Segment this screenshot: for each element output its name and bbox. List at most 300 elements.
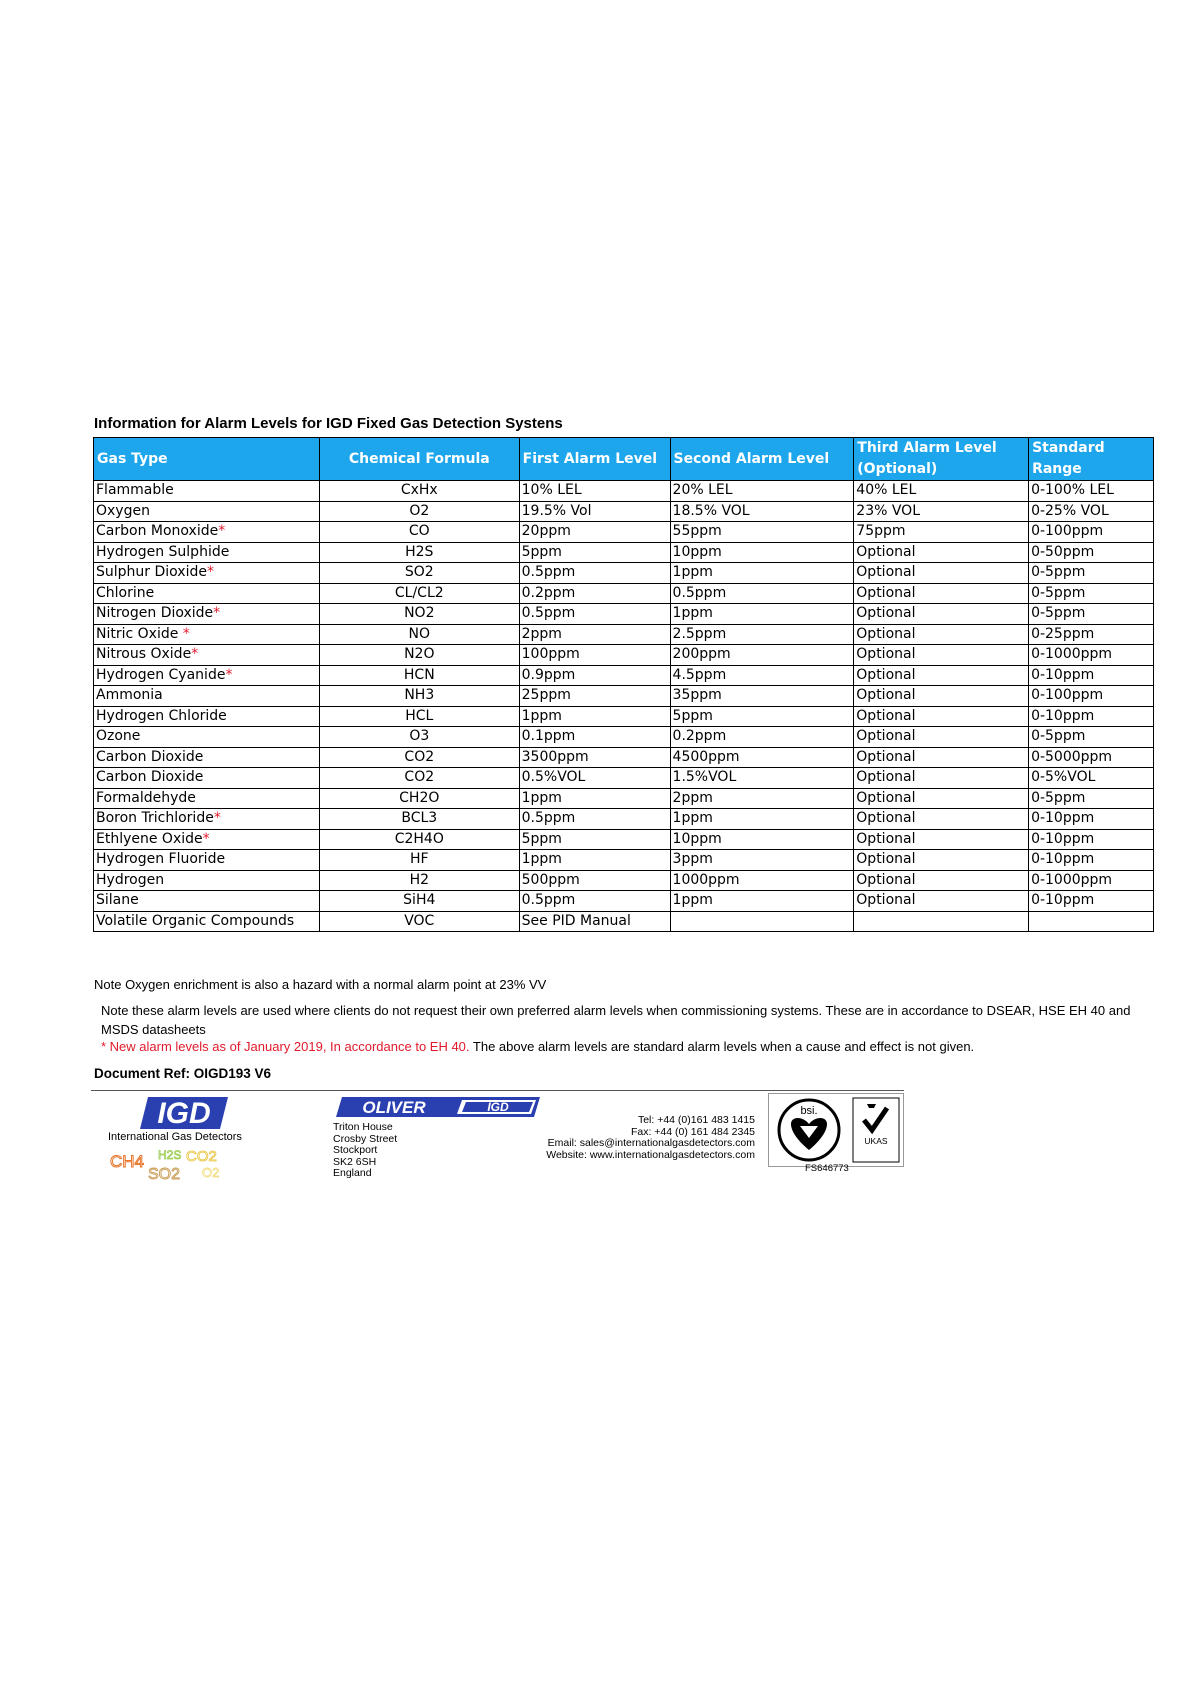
cell-third-alarm-text: Optional bbox=[856, 605, 916, 622]
cell-gas-type-text: Boron Trichloride bbox=[96, 810, 214, 827]
cell-second-alarm-text: 1ppm bbox=[672, 605, 713, 622]
cell-standard-range bbox=[1029, 563, 1154, 584]
cell-gas-type bbox=[94, 788, 320, 809]
cell-third-alarm bbox=[854, 501, 1029, 522]
cell-standard-range bbox=[1029, 583, 1154, 604]
header-gas-type: Gas Type bbox=[94, 438, 320, 481]
cell-gas-type bbox=[94, 686, 320, 707]
cell-standard-range-text: 0-50ppm bbox=[1031, 543, 1095, 560]
cell-chemical-formula bbox=[319, 665, 519, 686]
new-level-star: * bbox=[218, 523, 226, 540]
document-ref: Document Ref: OIGD193 V6 bbox=[94, 1066, 272, 1081]
cell-second-alarm-text: 10ppm bbox=[672, 543, 722, 560]
cell-standard-range bbox=[1029, 481, 1154, 502]
cell-standard-range bbox=[1029, 788, 1154, 809]
cell-first-alarm bbox=[519, 747, 670, 768]
cell-gas-type bbox=[94, 604, 320, 625]
header-third-alarm-line2: (Optional) bbox=[857, 461, 938, 477]
header-first-alarm: First Alarm Level bbox=[519, 438, 670, 481]
cell-third-alarm bbox=[854, 809, 1029, 830]
cell-gas-type bbox=[94, 542, 320, 563]
cell-first-alarm bbox=[519, 809, 670, 830]
cell-standard-range-text: 0-10ppm bbox=[1031, 851, 1095, 868]
cell-third-alarm bbox=[854, 768, 1029, 789]
cell-third-alarm bbox=[854, 788, 1029, 809]
cell-third-alarm-text: Optional bbox=[856, 810, 916, 827]
cell-chemical-formula-text: H2 bbox=[409, 871, 429, 888]
cell-second-alarm-text: 0.5ppm bbox=[672, 584, 727, 601]
cell-second-alarm bbox=[670, 563, 854, 584]
new-levels-red-text: * New alarm levels as of January 2019, In accordance to EH 40. bbox=[101, 1039, 470, 1054]
cell-chemical-formula bbox=[319, 788, 519, 809]
cell-third-alarm bbox=[854, 686, 1029, 707]
cell-second-alarm bbox=[670, 604, 854, 625]
cell-second-alarm-text: 5ppm bbox=[672, 707, 713, 724]
cell-gas-type-text: Ammonia bbox=[96, 687, 163, 704]
ukas-text: UKAS bbox=[864, 1136, 888, 1146]
general-note: Note these alarm levels are used where clients do not request their own preferred alarm levels when commissioning systems. These are in accordance to DSEAR, HSE EH 40 and MSDS datasheets bbox=[101, 1003, 1131, 1037]
table-row bbox=[94, 583, 1154, 604]
cell-chemical-formula bbox=[319, 809, 519, 830]
cell-chemical-formula-text: CO2 bbox=[404, 748, 435, 765]
table-row bbox=[94, 665, 1154, 686]
cell-chemical-formula bbox=[319, 829, 519, 850]
document-title: Information for Alarm Levels for IGD Fixed Gas Detection Systens bbox=[94, 415, 563, 432]
cell-chemical-formula bbox=[319, 542, 519, 563]
cell-chemical-formula-text: CH2O bbox=[399, 789, 440, 806]
table-row bbox=[94, 891, 1154, 912]
cell-gas-type-text: Hydrogen Sulphide bbox=[96, 543, 230, 560]
table-row bbox=[94, 542, 1154, 563]
table-row bbox=[94, 768, 1154, 789]
cell-first-alarm-text: 0.5ppm bbox=[521, 605, 576, 622]
cell-third-alarm bbox=[854, 481, 1029, 502]
cell-chemical-formula-text: NH3 bbox=[404, 687, 435, 704]
cell-gas-type bbox=[94, 829, 320, 850]
cell-chemical-formula bbox=[319, 624, 519, 645]
cell-first-alarm bbox=[519, 624, 670, 645]
cell-chemical-formula bbox=[319, 727, 519, 748]
cell-second-alarm bbox=[670, 481, 854, 502]
table-row bbox=[94, 747, 1154, 768]
cell-second-alarm-text: 1000ppm bbox=[672, 871, 740, 888]
cell-second-alarm-text: 1.5%VOL bbox=[672, 769, 737, 786]
cell-standard-range bbox=[1029, 665, 1154, 686]
cell-first-alarm-text: 0.5ppm bbox=[521, 810, 576, 827]
cell-first-alarm bbox=[519, 501, 670, 522]
cell-second-alarm bbox=[670, 645, 854, 666]
table-row bbox=[94, 911, 1154, 932]
cell-gas-type bbox=[94, 911, 320, 932]
cell-standard-range bbox=[1029, 768, 1154, 789]
cell-standard-range-text: 0-10ppm bbox=[1031, 666, 1095, 683]
cell-second-alarm-text: 0.2ppm bbox=[672, 728, 727, 745]
cell-third-alarm bbox=[854, 542, 1029, 563]
cell-chemical-formula bbox=[319, 850, 519, 871]
cell-third-alarm bbox=[854, 727, 1029, 748]
cell-first-alarm-text: 0.9ppm bbox=[521, 666, 576, 683]
address-line: Crosby Street bbox=[333, 1132, 398, 1145]
cell-second-alarm-text: 4500ppm bbox=[672, 748, 740, 765]
cell-chemical-formula-text: O2 bbox=[409, 502, 430, 519]
cell-first-alarm bbox=[519, 665, 670, 686]
cell-chemical-formula bbox=[319, 645, 519, 666]
cell-gas-type bbox=[94, 624, 320, 645]
cell-first-alarm bbox=[519, 563, 670, 584]
cell-third-alarm-text: Optional bbox=[856, 748, 916, 765]
cell-second-alarm-text: 1ppm bbox=[672, 892, 713, 909]
cell-chemical-formula-text: C2H4O bbox=[394, 830, 444, 847]
table-row bbox=[94, 645, 1154, 666]
cell-first-alarm bbox=[519, 604, 670, 625]
cell-standard-range bbox=[1029, 522, 1154, 543]
gas-ch4: CH4 bbox=[110, 1152, 145, 1171]
cell-gas-type-text: Chlorine bbox=[96, 584, 155, 601]
cell-gas-type-text: Nitric Oxide bbox=[96, 625, 183, 642]
cell-chemical-formula bbox=[319, 583, 519, 604]
cell-third-alarm-text: 75ppm bbox=[856, 523, 906, 540]
cell-gas-type bbox=[94, 501, 320, 522]
cell-standard-range-text: 0-10ppm bbox=[1031, 830, 1095, 847]
cell-standard-range-text: 0-5ppm bbox=[1031, 584, 1086, 601]
cell-chemical-formula-text: CxHx bbox=[400, 482, 438, 499]
cell-first-alarm-text: 3500ppm bbox=[521, 748, 589, 765]
cell-standard-range bbox=[1029, 686, 1154, 707]
new-level-star: * bbox=[191, 646, 199, 663]
cell-gas-type bbox=[94, 645, 320, 666]
cell-third-alarm bbox=[854, 870, 1029, 891]
table-row bbox=[94, 604, 1154, 625]
cell-gas-type bbox=[94, 870, 320, 891]
cell-second-alarm bbox=[670, 501, 854, 522]
cell-third-alarm-text: Optional bbox=[856, 789, 916, 806]
cell-third-alarm-text: Optional bbox=[856, 564, 916, 581]
cell-first-alarm-text: 0.5%VOL bbox=[521, 769, 586, 786]
cell-first-alarm bbox=[519, 645, 670, 666]
contact-details bbox=[480, 1115, 755, 1161]
cell-chemical-formula bbox=[319, 501, 519, 522]
cell-third-alarm bbox=[854, 563, 1029, 584]
new-level-star: * bbox=[206, 564, 214, 581]
new-levels-note bbox=[101, 1039, 974, 1054]
cell-first-alarm-text: 5ppm bbox=[521, 830, 562, 847]
cell-standard-range bbox=[1029, 542, 1154, 563]
cell-third-alarm bbox=[854, 747, 1029, 768]
cell-standard-range bbox=[1029, 829, 1154, 850]
cell-first-alarm bbox=[519, 542, 670, 563]
cell-standard-range bbox=[1029, 501, 1154, 522]
cell-first-alarm bbox=[519, 727, 670, 748]
cell-standard-range-text: 0-5ppm bbox=[1031, 605, 1086, 622]
cell-third-alarm bbox=[854, 624, 1029, 645]
cell-second-alarm bbox=[670, 788, 854, 809]
contact-tel: Tel: +44 (0)161 483 1415 bbox=[637, 1114, 755, 1126]
cell-second-alarm bbox=[670, 583, 854, 604]
cell-standard-range-text: 0-10ppm bbox=[1031, 810, 1095, 827]
cell-standard-range-text: 0-10ppm bbox=[1031, 707, 1095, 724]
table-body bbox=[94, 481, 1154, 932]
cell-second-alarm-text: 2ppm bbox=[672, 789, 713, 806]
cell-gas-type bbox=[94, 563, 320, 584]
cell-third-alarm bbox=[854, 522, 1029, 543]
cell-chemical-formula bbox=[319, 563, 519, 584]
cell-second-alarm bbox=[670, 768, 854, 789]
cell-chemical-formula-text: CO2 bbox=[404, 769, 435, 786]
cell-gas-type bbox=[94, 727, 320, 748]
header-third-alarm-line1: Third Alarm Level bbox=[857, 440, 997, 456]
cell-standard-range bbox=[1029, 727, 1154, 748]
cell-first-alarm bbox=[519, 686, 670, 707]
cell-chemical-formula-text: CO bbox=[408, 523, 430, 540]
cell-third-alarm-text: Optional bbox=[856, 871, 916, 888]
cell-third-alarm-text: Optional bbox=[856, 892, 916, 909]
cell-second-alarm-text: 200ppm bbox=[672, 646, 731, 663]
new-levels-text: The above alarm levels are standard alarm levels when a cause and effect is not given. bbox=[469, 1039, 975, 1054]
cell-second-alarm bbox=[670, 727, 854, 748]
cell-first-alarm-text: 0.1ppm bbox=[521, 728, 576, 745]
cell-standard-range-text: 0-100ppm bbox=[1031, 687, 1104, 704]
cell-third-alarm bbox=[854, 850, 1029, 871]
table-row bbox=[94, 809, 1154, 830]
new-level-star: * bbox=[225, 666, 233, 683]
cell-first-alarm bbox=[519, 829, 670, 850]
cell-second-alarm bbox=[670, 542, 854, 563]
cell-first-alarm-text: 1ppm bbox=[521, 851, 562, 868]
cell-standard-range-text: 0-100% LEL bbox=[1031, 482, 1114, 499]
cell-third-alarm bbox=[854, 583, 1029, 604]
cell-first-alarm bbox=[519, 481, 670, 502]
address-line: SK2 6SH bbox=[333, 1155, 377, 1168]
cell-gas-type-text: Flammable bbox=[96, 482, 174, 499]
alarm-levels-table bbox=[93, 437, 1154, 932]
cell-first-alarm bbox=[519, 850, 670, 871]
table-row bbox=[94, 788, 1154, 809]
new-level-star: * bbox=[202, 830, 210, 847]
cell-third-alarm bbox=[854, 645, 1029, 666]
cell-gas-type-text: Nitrogen Dioxide bbox=[96, 605, 214, 622]
cell-first-alarm bbox=[519, 788, 670, 809]
cell-first-alarm-text: 19.5% Vol bbox=[521, 502, 592, 519]
cell-second-alarm bbox=[670, 829, 854, 850]
cell-standard-range bbox=[1029, 891, 1154, 912]
cell-first-alarm-text: 100ppm bbox=[521, 646, 580, 663]
cell-chemical-formula bbox=[319, 706, 519, 727]
cell-third-alarm bbox=[854, 829, 1029, 850]
gas-co2: CO2 bbox=[186, 1148, 217, 1165]
table-row bbox=[94, 829, 1154, 850]
cell-chemical-formula bbox=[319, 522, 519, 543]
cell-first-alarm-text: 0.5ppm bbox=[521, 564, 576, 581]
cell-gas-type bbox=[94, 522, 320, 543]
table-row bbox=[94, 686, 1154, 707]
cell-standard-range-text: 0-5ppm bbox=[1031, 564, 1086, 581]
cell-second-alarm bbox=[670, 850, 854, 871]
cell-first-alarm-text: 2ppm bbox=[521, 625, 562, 642]
cell-second-alarm bbox=[670, 686, 854, 707]
address-line: Triton House bbox=[333, 1121, 393, 1133]
cell-chemical-formula-text: NO bbox=[408, 625, 431, 642]
cell-standard-range bbox=[1029, 645, 1154, 666]
cell-first-alarm bbox=[519, 706, 670, 727]
cell-chemical-formula-text: NO2 bbox=[404, 605, 435, 622]
certificate-number: FS646773 bbox=[805, 1163, 849, 1174]
cell-second-alarm bbox=[670, 870, 854, 891]
cell-chemical-formula-text: VOC bbox=[404, 912, 435, 929]
header-second-alarm: Second Alarm Level bbox=[670, 438, 854, 481]
cell-standard-range-text: 0-1000ppm bbox=[1031, 646, 1113, 663]
contact-fax: Fax: +44 (0) 161 484 2345 bbox=[630, 1125, 755, 1138]
cell-chemical-formula-text: HF bbox=[409, 851, 429, 868]
cell-first-alarm-text: 20ppm bbox=[521, 523, 571, 540]
cell-chemical-formula-text: N2O bbox=[404, 646, 435, 663]
igd-logo-text: IGD bbox=[157, 1097, 211, 1130]
cell-standard-range-text: 0-1000ppm bbox=[1031, 871, 1113, 888]
cell-standard-range-text: 0-5ppm bbox=[1031, 728, 1086, 745]
cell-chemical-formula-text: SO2 bbox=[404, 564, 434, 581]
ukas-box bbox=[853, 1098, 899, 1162]
cell-standard-range-text: 0-5%VOL bbox=[1031, 769, 1096, 786]
new-level-star: * bbox=[182, 625, 190, 642]
cell-third-alarm-text: Optional bbox=[856, 584, 916, 601]
table-row bbox=[94, 481, 1154, 502]
new-level-star: * bbox=[213, 810, 221, 827]
cell-gas-type-text: Hydrogen Cyanide bbox=[96, 666, 226, 683]
cell-third-alarm-text: Optional bbox=[856, 666, 916, 683]
table-row bbox=[94, 522, 1154, 543]
cell-chemical-formula bbox=[319, 747, 519, 768]
cell-second-alarm bbox=[670, 911, 854, 932]
cell-standard-range-text: 0-25% VOL bbox=[1031, 502, 1109, 519]
cell-chemical-formula bbox=[319, 911, 519, 932]
cell-first-alarm bbox=[519, 891, 670, 912]
cell-third-alarm bbox=[854, 706, 1029, 727]
table-row bbox=[94, 850, 1154, 871]
cell-gas-type-text: Nitrous Oxide bbox=[96, 646, 192, 663]
cell-second-alarm-text: 35ppm bbox=[672, 687, 722, 704]
cell-first-alarm bbox=[519, 768, 670, 789]
cell-standard-range bbox=[1029, 870, 1154, 891]
cell-second-alarm bbox=[670, 665, 854, 686]
cell-first-alarm-text: 0.5ppm bbox=[521, 892, 576, 909]
cell-third-alarm-text: Optional bbox=[856, 646, 916, 663]
cell-chemical-formula-text: SiH4 bbox=[403, 892, 436, 909]
address-line: Stockport bbox=[333, 1144, 378, 1156]
table-row bbox=[94, 706, 1154, 727]
cell-chemical-formula bbox=[319, 891, 519, 912]
cell-first-alarm bbox=[519, 911, 670, 932]
address-line: England bbox=[333, 1167, 372, 1179]
cell-third-alarm-text: Optional bbox=[856, 851, 916, 868]
table-row bbox=[94, 501, 1154, 522]
cell-second-alarm bbox=[670, 522, 854, 543]
cell-chemical-formula bbox=[319, 686, 519, 707]
cell-standard-range bbox=[1029, 747, 1154, 768]
cell-gas-type bbox=[94, 850, 320, 871]
cell-gas-type-text: Formaldehyde bbox=[96, 789, 196, 806]
cell-chemical-formula-text: H2S bbox=[405, 543, 434, 560]
cell-gas-type bbox=[94, 747, 320, 768]
cell-gas-type-text: Sulphur Dioxide bbox=[96, 564, 207, 581]
cell-chemical-formula-text: HCL bbox=[405, 707, 434, 724]
cell-standard-range-text: 0-10ppm bbox=[1031, 892, 1095, 909]
table-row bbox=[94, 727, 1154, 748]
cell-chemical-formula-text: HCN bbox=[403, 666, 435, 683]
cell-third-alarm-text: Optional bbox=[856, 707, 916, 724]
bsi-text: bsi. bbox=[800, 1105, 818, 1117]
table-row bbox=[94, 870, 1154, 891]
cell-third-alarm-text: Optional bbox=[856, 687, 916, 704]
cell-second-alarm-text: 3ppm bbox=[672, 851, 713, 868]
oliver-logo-text: OLIVER bbox=[362, 1098, 426, 1117]
cell-standard-range bbox=[1029, 624, 1154, 645]
cell-standard-range bbox=[1029, 604, 1154, 625]
cell-first-alarm bbox=[519, 583, 670, 604]
cell-second-alarm-text: 18.5% VOL bbox=[672, 502, 750, 519]
cell-first-alarm-text: 0.2ppm bbox=[521, 584, 576, 601]
footer-divider bbox=[91, 1090, 904, 1091]
cell-standard-range-text: 0-5000ppm bbox=[1031, 748, 1113, 765]
cell-standard-range-text: 0-25ppm bbox=[1031, 625, 1095, 642]
cell-second-alarm-text: 55ppm bbox=[672, 523, 722, 540]
cell-second-alarm-text: 2.5ppm bbox=[672, 625, 727, 642]
cell-third-alarm bbox=[854, 604, 1029, 625]
cell-first-alarm-text: 25ppm bbox=[521, 687, 571, 704]
cell-gas-type-text: Ozone bbox=[96, 728, 141, 745]
gas-o2: O2 bbox=[202, 1165, 220, 1180]
cell-third-alarm bbox=[854, 665, 1029, 686]
cell-chemical-formula-text: CL/CL2 bbox=[394, 584, 444, 601]
cell-gas-type-text: Volatile Organic Compounds bbox=[96, 912, 295, 929]
cell-first-alarm-text: 5ppm bbox=[521, 543, 562, 560]
cell-second-alarm bbox=[670, 706, 854, 727]
cell-chemical-formula bbox=[319, 870, 519, 891]
cell-gas-type bbox=[94, 768, 320, 789]
table-row bbox=[94, 563, 1154, 584]
cell-third-alarm-text: 40% LEL bbox=[856, 482, 917, 499]
cell-third-alarm-text: 23% VOL bbox=[856, 502, 920, 519]
cell-gas-type-text: Hydrogen Chloride bbox=[96, 707, 227, 724]
cell-gas-type bbox=[94, 481, 320, 502]
table-header-row bbox=[94, 438, 1154, 481]
cell-standard-range bbox=[1029, 911, 1154, 932]
cell-gas-type-text: Ethlyene Oxide bbox=[96, 830, 203, 847]
cell-gas-type-text: Carbon Monoxide bbox=[96, 523, 219, 540]
company-address bbox=[333, 1122, 397, 1180]
cell-gas-type bbox=[94, 706, 320, 727]
cell-first-alarm-text: See PID Manual bbox=[521, 912, 631, 929]
cell-chemical-formula-text: BCL3 bbox=[401, 810, 438, 827]
contact-website: Website: www.internationalgasdetectors.com bbox=[546, 1148, 755, 1161]
cell-third-alarm-text: Optional bbox=[856, 830, 916, 847]
cell-second-alarm-text: 20% LEL bbox=[672, 482, 733, 499]
cell-second-alarm-text: 10ppm bbox=[672, 830, 722, 847]
cell-first-alarm-text: 1ppm bbox=[521, 707, 562, 724]
certification-marks bbox=[768, 1093, 904, 1167]
cell-third-alarm bbox=[854, 891, 1029, 912]
oliver-logo-igd: IGD bbox=[487, 1100, 509, 1114]
gas-h2s: H2S bbox=[158, 1148, 182, 1162]
cell-third-alarm-text: Optional bbox=[856, 543, 916, 560]
cell-first-alarm bbox=[519, 522, 670, 543]
cell-standard-range bbox=[1029, 809, 1154, 830]
cell-standard-range bbox=[1029, 706, 1154, 727]
cell-first-alarm-text: 500ppm bbox=[521, 871, 580, 888]
contact-email: Email: sales@internationalgasdetectors.com bbox=[547, 1137, 755, 1149]
cell-standard-range bbox=[1029, 850, 1154, 871]
cell-gas-type-text: Carbon Dioxide bbox=[96, 748, 204, 765]
new-level-star: * bbox=[213, 605, 221, 622]
cell-second-alarm-text: 4.5ppm bbox=[672, 666, 727, 683]
